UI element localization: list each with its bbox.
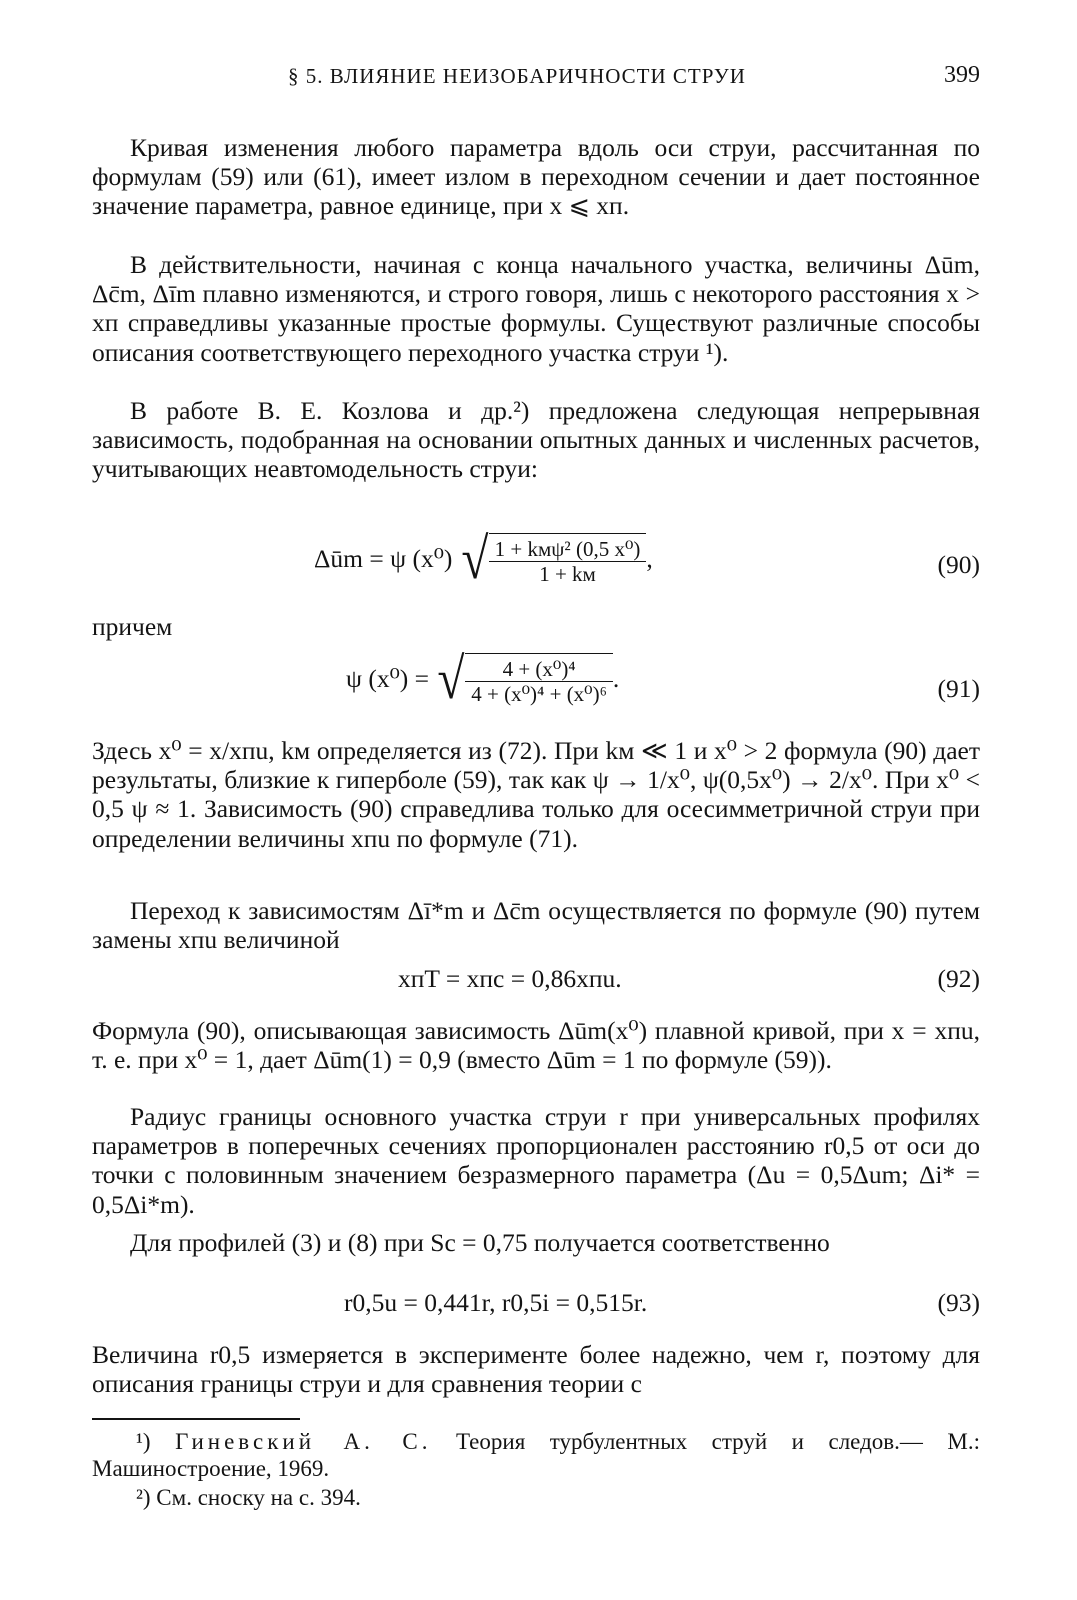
eq90-fraction [489,537,647,586]
footnote-1-text: Теория турбулентных струй и следов.— М.: Машиностроение, 1969. [92,1429,980,1481]
eq91-fraction [465,657,613,706]
eq91-lhs: ψ (x⁰) = [346,664,430,693]
eq90-comma: , [646,544,653,573]
sqrt-sign: √ [437,646,465,711]
eq93-expression: r0,5u = 0,441r, r0,5i = 0,515r. [344,1288,648,1317]
book-page [92,0,980,1600]
equation-92 [92,960,980,1008]
paragraph-2: В действительности, начиная с конца начального участка, величины Δūm, Δc̄m, Δīm плавно изменяются, и строго говоря, лишь с некоторого расстояния x > xп справедливы указанные простые формулы. Существуют различные способы описания соответствующего переходного участка струи ¹). [92,250,980,367]
equation-93 [92,1284,980,1332]
eq91-number: (91) [937,674,980,703]
paragraph-4: Здесь x⁰ = x/xпu, kм определяется из (72). При kм ≪ 1 и x⁰ > 2 формула (90) дает результаты, близкие к гиперболе (59), так как ψ → 1/x⁰, ψ(0,5x⁰) → 2/x⁰. При x⁰ < 0,5 ψ ≈ 1. Зависимость (90) справедлива только для осесимметричной струи при определении величины xпu по формуле (71). [92,736,980,853]
paragraph-9: Величина r0,5 измеряется в эксперименте более надежно, чем r, поэтому для описания границы струи и для сравнения теории с [92,1340,980,1399]
eq91-period: . [612,664,620,693]
eq90-numerator: 1 + kмψ² (0,5 x⁰) [489,537,647,562]
paragraph-6: Формула (90), описывающая зависимость Δūm(x⁰) плавной кривой, при x = xпu, т. е. при x⁰ = 1, дает Δūm(1) = 0,9 (вместо Δūm = 1 по формуле (59)). [92,1016,980,1075]
footnote-separator [92,1418,300,1420]
eq91-denominator: 4 + (x⁰)⁴ + (x⁰)⁶ [471,681,607,706]
footnote-1 [92,1428,980,1482]
eq92-number: (92) [937,964,980,993]
page-header [92,62,980,92]
running-title: § 5. ВЛИЯНИЕ НЕИЗОБАРИЧНОСТИ СТРУИ [288,64,746,88]
eq90-lhs: Δūm = ψ (x⁰) [314,544,453,573]
footnote-1-mark: ¹) [136,1429,151,1454]
eq92-expression: xпT = xпс = 0,86xпu. [398,964,622,993]
footnote-2: ²) См. сноску на с. 394. [136,1485,361,1510]
eq93-number: (93) [937,1288,980,1317]
page-number: 399 [944,62,980,88]
paragraph-3: В работе В. Е. Козлова и др.²) предложена следующая непрерывная зависимость, подобранная на основании опытных данных и численных расчетов, учитывающих неавтомодельность струи: [92,396,980,484]
eq91-numerator: 4 + (x⁰)⁴ [465,657,613,682]
footnote-1-author: Гиневский А. С. [175,1429,432,1454]
paragraph-1: Кривая изменения любого параметра вдоль оси струи, рассчитанная по формулам (59) или (61), имеет излом в переходном сечении и дает постоянное значение параметра, равное единице, при x ⩽ xп. [92,133,980,221]
equation-91 [92,646,980,711]
sqrt-sign: √ [461,526,489,591]
paragraph-7: Радиус границы основного участка струи r при универсальных профилях параметров в поперечных сечениях пропорционален расстоянию r0,5 от оси до точки с половинным значением безразмерного параметра (Δu = 0,5Δum; Δi* = 0,5Δi*m). [92,1102,980,1219]
eq90-denominator: 1 + kм [539,561,596,586]
paragraph-5: Переход к зависимостям Δī*m и Δc̄m осуществляется по формуле (90) путем замены xпu величиной [92,896,980,955]
word-prichem: причем [92,612,173,641]
equation-90 [92,526,980,591]
eq90-number: (90) [937,550,980,579]
paragraph-8: Для профилей (3) и (8) при Sc = 0,75 получается соответственно [130,1228,830,1257]
